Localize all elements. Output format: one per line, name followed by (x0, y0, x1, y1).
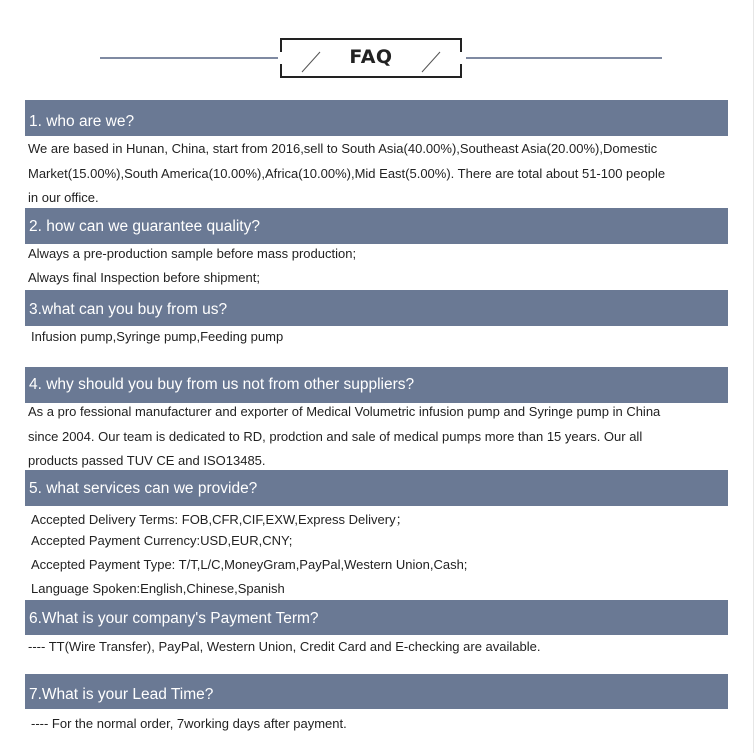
faq-answer-line: in our office. (28, 190, 99, 205)
faq-answer-line: Market(15.00%),South America(10.00%),Africa(10.00%),Mid East(5.00%). There are total about 51-100 people (28, 166, 666, 181)
faq-answer-line: Accepted Payment Type: T/T,L/C,MoneyGram,PayPal,Western Union,Cash; (31, 557, 468, 572)
faq-answer-line: products passed TUV CE and ISO13485. (28, 453, 266, 468)
faq-answer-line: Language Spoken:English,Chinese,Spanish (31, 581, 285, 596)
faq-answer-line: ---- For the normal order, 7working days after payment. (31, 716, 347, 731)
faq-question-bar (25, 208, 728, 244)
title-divider-left (100, 57, 278, 59)
faq-question-bar (25, 290, 728, 326)
faq-question-bar (25, 470, 728, 506)
faq-answer-line: Always a pre-production sample before mass production; (28, 246, 357, 261)
title-frame (280, 38, 462, 78)
faq-answer-line: since 2004. Our team is dedicated to RD, prodction and sale of medical pumps more than 15 years. Our all (28, 429, 643, 444)
faq-question: 7.What is your Lead Time? (29, 686, 214, 703)
faq-question-bar (25, 367, 728, 403)
faq-answer-line: Accepted Payment Currency:USD,EUR,CNY; (31, 533, 293, 548)
faq-answer-line: We are based in Hunan, China, start from 2016,sell to South Asia(40.00%),Southeast Asia(20.00%),Domestic (28, 141, 658, 156)
faq-answer-line: Always final Inspection before shipment; (28, 270, 260, 285)
faq-question-bar (25, 600, 728, 635)
faq-question-bar (25, 100, 728, 136)
faq-question: 2. how can we guarantee quality? (29, 218, 260, 235)
faq-answer-line: ---- TT(Wire Transfer), PayPal, Western Union, Credit Card and E-checking are available. (28, 639, 541, 654)
title-divider-right (466, 57, 662, 59)
faq-question: 5. what services can we provide? (29, 480, 258, 497)
faq-answer-line: Accepted Delivery Terms: FOB,CFR,CIF,EXW,Express Delivery； (31, 512, 409, 527)
faq-answer-line: As a pro fessional manufacturer and exporter of Medical Volumetric infusion pump and Syringe pump in China (28, 404, 661, 419)
faq-question-bar (25, 674, 728, 709)
faq-answer-line: Infusion pump,Syringe pump,Feeding pump (31, 329, 284, 344)
faq-question: 3.what can you buy from us? (29, 301, 228, 318)
page-title: FAQ (349, 46, 393, 68)
faq-question: 4. why should you buy from us not from other suppliers? (29, 376, 415, 393)
faq-question: 1. who are we? (29, 113, 135, 130)
faq-question: 6.What is your company's Payment Term? (29, 610, 319, 627)
faq-title-banner (100, 38, 662, 78)
